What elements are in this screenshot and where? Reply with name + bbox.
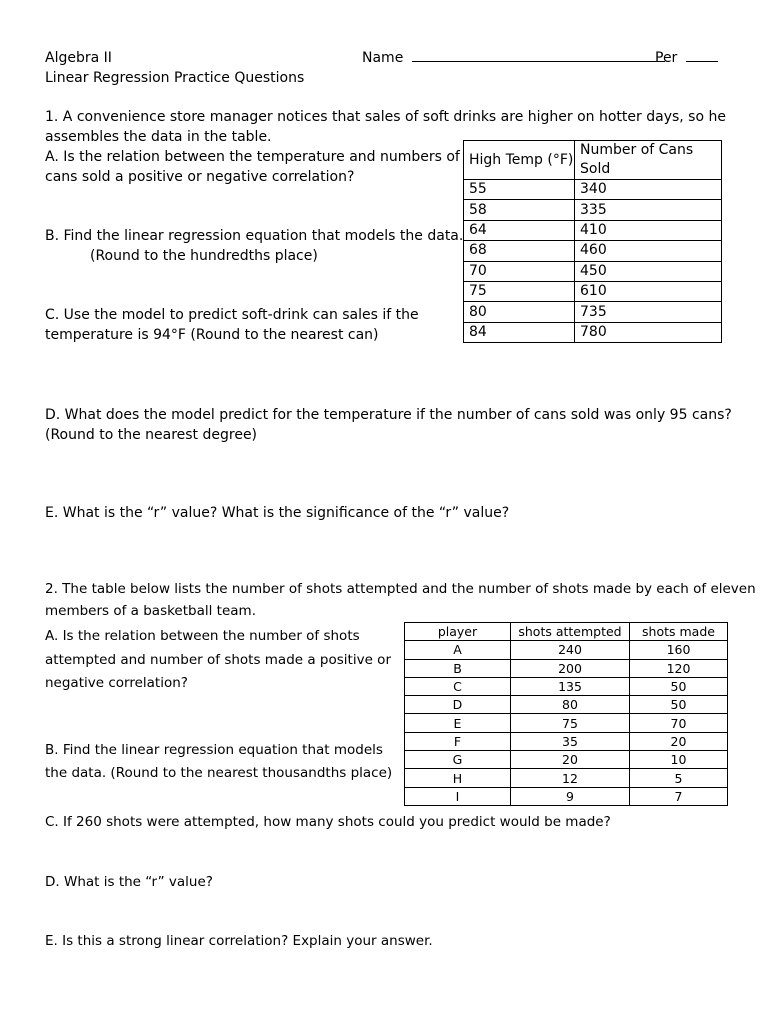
q1-d-line1: D. What does the model predict for the temperature if the number of cans sold was only 95 cans? bbox=[45, 407, 732, 423]
table-row bbox=[405, 641, 728, 659]
table-cell: 70 bbox=[464, 261, 575, 281]
table-cell: 80 bbox=[511, 696, 630, 714]
q2-c-line1: C. If 260 shots were attempted, how many shots could you predict would be made? bbox=[45, 814, 611, 830]
table-cell: 135 bbox=[511, 677, 630, 695]
table-row bbox=[464, 241, 722, 261]
table-cell: 80 bbox=[464, 302, 575, 322]
table-cell: 75 bbox=[464, 281, 575, 301]
table-row bbox=[405, 714, 728, 732]
q1-intro-line2: assembles the data in the table. bbox=[45, 129, 272, 145]
table-header-row bbox=[405, 623, 728, 641]
q1-b-line2: (Round to the hundredths place) bbox=[90, 248, 318, 264]
q2-e-line1: E. Is this a strong linear correlation? Explain your answer. bbox=[45, 933, 433, 949]
table-cell: 410 bbox=[575, 220, 722, 240]
table-row bbox=[464, 180, 722, 200]
table-cell: 735 bbox=[575, 302, 722, 322]
q2-d-line1: D. What is the “r” value? bbox=[45, 874, 213, 890]
table-row bbox=[464, 200, 722, 220]
table-header-cell: High Temp (°F) bbox=[464, 141, 575, 180]
table-cell: 610 bbox=[575, 281, 722, 301]
table-row bbox=[464, 322, 722, 342]
table-header-cell: shots made bbox=[630, 623, 728, 641]
q1-a-line2: cans sold a positive or negative correlation? bbox=[45, 169, 355, 185]
table-cell: 340 bbox=[575, 180, 722, 200]
q1-e-line1: E. What is the “r” value? What is the significance of the “r” value? bbox=[45, 505, 510, 521]
q1-intro-line1: 1. A convenience store manager notices that sales of soft drinks are higher on hotter days, so he bbox=[45, 109, 726, 125]
table-cell: C bbox=[405, 677, 511, 695]
table-cell: 780 bbox=[575, 322, 722, 342]
table-header-cell: shots attempted bbox=[511, 623, 630, 641]
q2-intro-line2: members of a basketball team. bbox=[45, 603, 256, 619]
q2-a-line1: A. Is the relation between the number of shots bbox=[45, 628, 360, 644]
table-cell: I bbox=[405, 787, 511, 805]
table-cell: 68 bbox=[464, 241, 575, 261]
name-blank[interactable] bbox=[412, 48, 665, 62]
table-row bbox=[405, 787, 728, 805]
table-cell: G bbox=[405, 751, 511, 769]
table-row bbox=[405, 677, 728, 695]
table-cell: 64 bbox=[464, 220, 575, 240]
per-label: Per bbox=[655, 50, 678, 66]
table-row bbox=[405, 696, 728, 714]
table-row bbox=[405, 769, 728, 787]
q1-a-line1: A. Is the relation between the temperature and numbers of bbox=[45, 149, 460, 165]
table-cell: 35 bbox=[511, 732, 630, 750]
table-cell: 120 bbox=[630, 659, 728, 677]
table-header-cell: player bbox=[405, 623, 511, 641]
table-cell: 5 bbox=[630, 769, 728, 787]
table-cell: F bbox=[405, 732, 511, 750]
table-cell: 160 bbox=[630, 641, 728, 659]
period-field[interactable] bbox=[655, 48, 718, 68]
q2-b-line1: B. Find the linear regression equation that models bbox=[45, 742, 383, 758]
table-cell: 7 bbox=[630, 787, 728, 805]
table-cell: 460 bbox=[575, 241, 722, 261]
table-row bbox=[405, 659, 728, 677]
table-cell: H bbox=[405, 769, 511, 787]
table-cell: 10 bbox=[630, 751, 728, 769]
table-cell: B bbox=[405, 659, 511, 677]
temperature-sales-table bbox=[463, 140, 722, 343]
table-cell: 50 bbox=[630, 677, 728, 695]
table-cell: A bbox=[405, 641, 511, 659]
table-header-cell: Number of Cans Sold bbox=[575, 141, 722, 180]
table-cell: 70 bbox=[630, 714, 728, 732]
table-cell: 50 bbox=[630, 696, 728, 714]
q1-c-line1: C. Use the model to predict soft-drink can sales if the bbox=[45, 307, 419, 323]
table-cell: 58 bbox=[464, 200, 575, 220]
table-cell: 20 bbox=[630, 732, 728, 750]
q2-intro-line1: 2. The table below lists the number of shots attempted and the number of shots made by each of eleven bbox=[45, 581, 756, 597]
q2-a-line3: negative correlation? bbox=[45, 675, 188, 691]
table-row bbox=[464, 261, 722, 281]
table-cell: 450 bbox=[575, 261, 722, 281]
table-cell: 55 bbox=[464, 180, 575, 200]
table-cell: 200 bbox=[511, 659, 630, 677]
table-cell: 84 bbox=[464, 322, 575, 342]
name-field[interactable] bbox=[362, 48, 665, 68]
table-cell: 12 bbox=[511, 769, 630, 787]
q1-c-line2: temperature is 94°F (Round to the nearest can) bbox=[45, 327, 379, 343]
per-blank[interactable] bbox=[686, 48, 718, 62]
table-row bbox=[405, 732, 728, 750]
table-header-row bbox=[464, 141, 722, 180]
table-row bbox=[464, 281, 722, 301]
q2-b-line2: the data. (Round to the nearest thousandths place) bbox=[45, 765, 393, 781]
q1-b-line1: B. Find the linear regression equation that models the data. bbox=[45, 228, 464, 244]
shots-table bbox=[404, 622, 728, 806]
table-row bbox=[464, 302, 722, 322]
table-cell: 335 bbox=[575, 200, 722, 220]
q1-d-line2: (Round to the nearest degree) bbox=[45, 427, 258, 443]
q2-a-line2: attempted and number of shots made a positive or bbox=[45, 652, 391, 668]
table-cell: 240 bbox=[511, 641, 630, 659]
table-cell: 75 bbox=[511, 714, 630, 732]
table-cell: D bbox=[405, 696, 511, 714]
table-row bbox=[405, 751, 728, 769]
table-cell: 9 bbox=[511, 787, 630, 805]
table-row bbox=[464, 220, 722, 240]
name-label: Name bbox=[362, 50, 404, 66]
table-cell: E bbox=[405, 714, 511, 732]
worksheet-subtitle: Linear Regression Practice Questions bbox=[45, 70, 305, 86]
course-title: Algebra II bbox=[45, 50, 112, 66]
table-cell: 20 bbox=[511, 751, 630, 769]
